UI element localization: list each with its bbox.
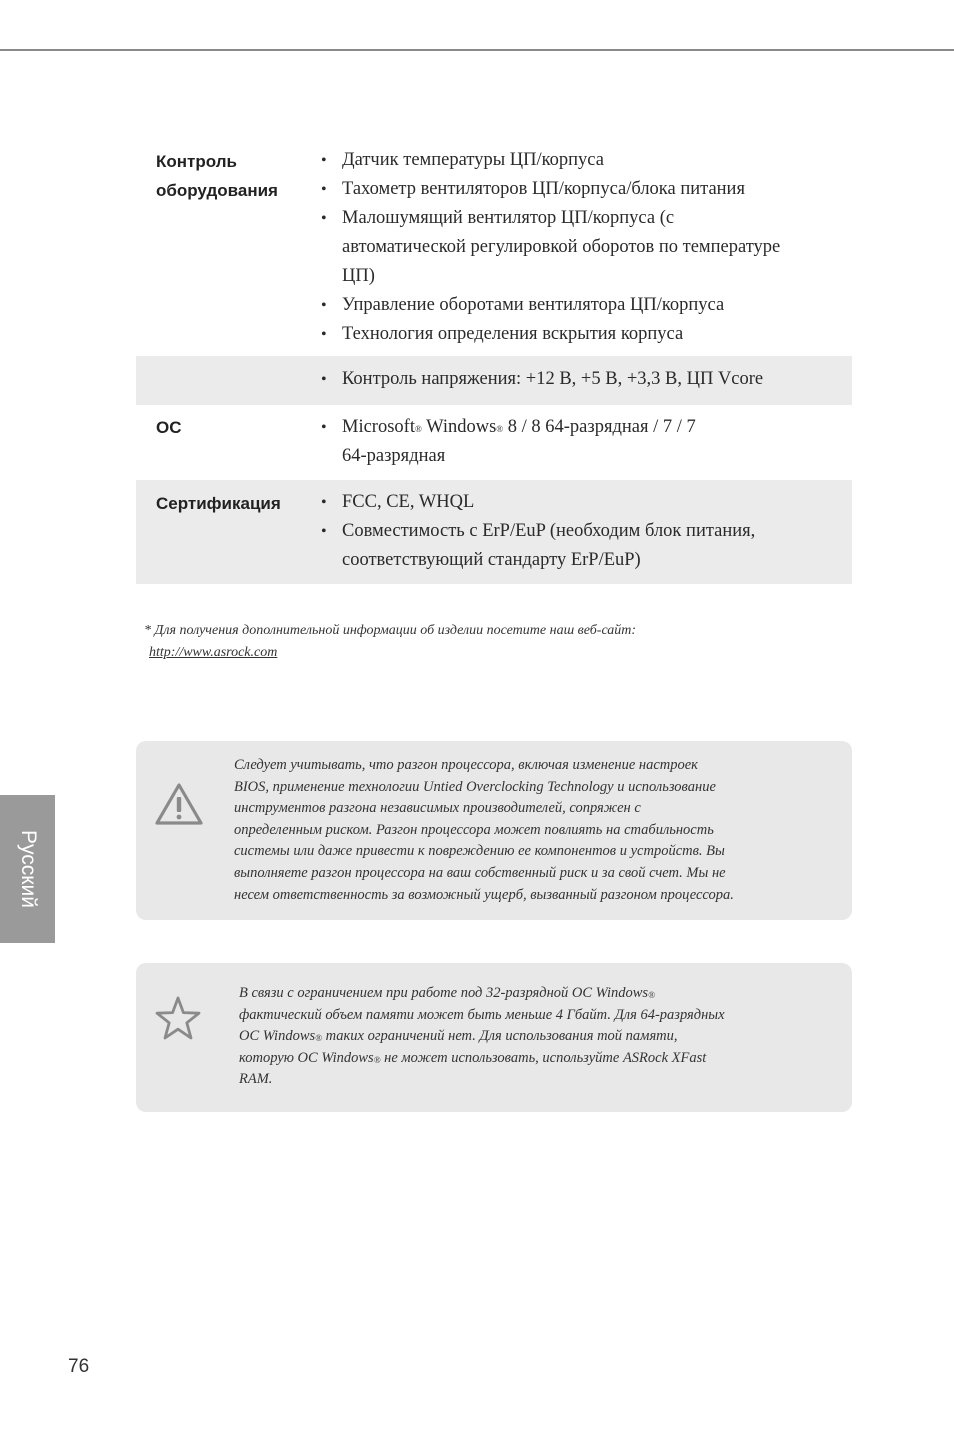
spec-item-line: соответствующий стандарту ErP/EuP) xyxy=(342,550,641,570)
os-text: Windows xyxy=(421,417,497,437)
website-link[interactable]: http://www.asrock.com xyxy=(149,645,278,660)
language-side-tab xyxy=(0,795,55,943)
spec-items-voltage xyxy=(321,365,821,394)
memory-note-text xyxy=(239,983,839,1091)
warning-line: выполняете разгон процессора на ваш собственный риск и за свой счет. Мы не xyxy=(234,864,726,881)
warning-line: BIOS, применение технологии Untied Overclocking Technology и использование xyxy=(234,778,716,795)
star-icon xyxy=(154,995,202,1041)
page-number: 76 xyxy=(68,1356,90,1377)
spec-item: • Датчик температуры ЦП/корпуса xyxy=(321,146,821,175)
os-text: Microsoft xyxy=(342,417,415,437)
footnote-text: * Для получения дополнительной информации об изделии посетите наш веб-сайт: xyxy=(144,623,637,638)
language-label: Русский xyxy=(16,830,40,908)
spec-item-line: автоматической регулировкой оборотов по температуре xyxy=(342,237,781,257)
spec-item: • Технология определения вскрытия корпуса xyxy=(321,320,821,349)
os-text: 8 / 8 64-разрядная / 7 / 7 xyxy=(503,417,696,437)
spec-item xyxy=(321,204,821,291)
warning-triangle-icon xyxy=(154,781,204,827)
warning-line: определенным риском. Разгон процессора может повлиять на стабильность xyxy=(234,821,714,838)
spec-item: • Управление оборотами вентилятора ЦП/корпуса xyxy=(321,291,821,320)
memory-note-line xyxy=(239,1048,839,1070)
spec-items-hardware-monitor xyxy=(321,146,821,349)
warning-line: системы или даже привести к повреждению ее компонентов и устройств. Вы xyxy=(234,843,725,860)
spec-item: • Тахометр вентиляторов ЦП/корпуса/блока питания xyxy=(321,175,821,204)
top-rule xyxy=(0,49,954,51)
spec-label-line: Контроль xyxy=(156,152,237,171)
spec-row-voltage xyxy=(136,356,852,405)
spec-table xyxy=(136,140,852,584)
spec-label-certification: Сертификация xyxy=(156,494,281,513)
memory-note-line: фактический объем памяти может быть меньше 4 Гбайт. Для 64-разрядных xyxy=(239,1006,725,1023)
spec-items-os xyxy=(321,413,821,471)
memory-note-fragment: ОС Windows xyxy=(239,1028,316,1045)
spec-row-os xyxy=(136,405,852,480)
spec-item-line: ЦП) xyxy=(342,266,375,286)
spec-item: • Контроль напряжения: +12 В, +5 В, +3,3 В, ЦП Vcore xyxy=(321,365,821,394)
registered-mark: ® xyxy=(315,1033,322,1044)
spec-row-hardware-monitor xyxy=(136,140,852,356)
warning-line: Следует учитывать, что разгон процессора, включая изменение настроек xyxy=(234,757,698,773)
warning-line: несем ответственность за возможный ущерб, вызванный разгоном процессора. xyxy=(234,886,734,903)
memory-note-fragment: таких ограничений нет. Для использования той памяти, xyxy=(321,1028,678,1045)
warning-text xyxy=(234,755,834,906)
spec-label-hardware-monitor xyxy=(156,147,278,205)
spec-item xyxy=(321,413,821,471)
registered-mark: ® xyxy=(496,424,504,434)
memory-note-line: RAM. xyxy=(239,1071,273,1088)
spec-label-os: ОС xyxy=(156,418,182,437)
registered-mark: ® xyxy=(373,1054,381,1065)
registered-mark: ® xyxy=(648,990,655,1000)
footnote xyxy=(144,620,784,664)
spec-row-certification xyxy=(136,480,852,584)
warning-line: инструментов разгона независимых производителей, сопряжен с xyxy=(234,800,641,817)
spec-item: • FCC, CE, WHQL xyxy=(321,488,821,517)
warning-note xyxy=(136,741,852,920)
spec-item-line: Малошумящий вентилятор ЦП/корпуса (с xyxy=(342,208,675,228)
os-text: 64-разрядная xyxy=(342,446,446,466)
registered-mark: ® xyxy=(414,424,422,434)
memory-note-line xyxy=(239,1026,839,1048)
spec-item-line: Совместимость с ErP/EuP (необходим блок питания, xyxy=(342,521,756,541)
memory-note-fragment: которую ОС Windows xyxy=(239,1049,374,1066)
memory-note xyxy=(136,963,852,1112)
memory-note-line xyxy=(239,983,839,1005)
spec-items-certification xyxy=(321,488,821,575)
spec-label-line: оборудования xyxy=(156,181,278,200)
spec-item xyxy=(321,517,821,575)
memory-note-fragment: не может использовать, используйте ASRock XFast xyxy=(380,1049,707,1066)
memory-note-fragment: В связи с ограничением при работе под 32-разрядной ОС Windows xyxy=(239,985,649,1001)
